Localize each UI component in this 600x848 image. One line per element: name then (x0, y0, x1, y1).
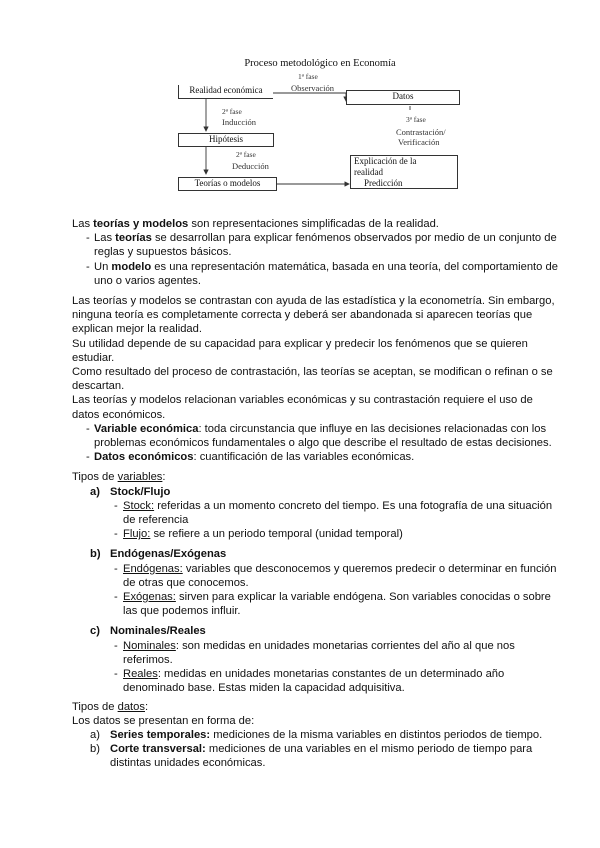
datos-heading: Tipos de datos: (72, 700, 149, 713)
list-item: a) Series temporales: mediciones de la misma variables en distintos periodos de tiempo. (90, 728, 543, 741)
label-fase1: 1ª fase (298, 72, 318, 81)
list-item: - Un modelo es una representación matemática, basada en una teoría, del comportamiento de uno o varios agentes. (86, 260, 558, 287)
paragraph: Las teorías y modelos se contrastan con ayuda de las estadística y la econometría. Sin embargo, ninguna teoría es completamente correcta y deberá ser abandonada si aparecen teorías que explican mejor la realidad. (72, 295, 555, 336)
list-item: - Endógenas: variables que desconocemos y queremos predecir o determinar en función de otras que conocemos. (114, 562, 557, 589)
variables-group-b: b) Endógenas/Exógenas (90, 548, 227, 561)
paragraph: Las teorías y modelos relacionan variables económicas y su contrastación requiere el uso de datos económicos. (72, 394, 533, 421)
methodology-diagram (170, 56, 470, 196)
label-fase2: 2ª fase (222, 107, 242, 116)
intro-line: Las teorías y modelos son representaciones simplificadas de la realidad. (72, 218, 439, 230)
list-item: - Nominales: son medidas en unidades monetarias corrientes del año al que nos referimos. (114, 639, 515, 666)
list-item: - Exógenas: sirven para explicar la variable endógena. Son variables conocidas o sobre las que podemos influir. (114, 591, 551, 618)
box-explicacion (350, 155, 458, 189)
list-item: - Variable económica: toda circunstancia que influye en las decisiones relacionadas con los problemas económicos fundamentales o algo que describe el resultado de estas decisiones. (86, 422, 552, 450)
diagram-title: Proceso metodológico en Economía (244, 58, 396, 69)
label-verificacion: Verificación (398, 137, 440, 147)
list-item: - Datos económicos: cuantificación de las variables económicas. (86, 451, 415, 464)
list-item: - Stock: referidas a un momento concreto del tiempo. Es una fotografía de una situación de referencia (114, 499, 553, 527)
list-item: - Las teorías se desarrollan para explicar fenómenos observados por medio de un conjunto de reglas y supuestos básicos. (86, 232, 557, 259)
list-item: - Reales: medidas en unidades monetarias constantes de un determinado año denominado base. Estas miden la capacidad adquisitiva. (114, 668, 505, 695)
box-hipotesis: Hipótesis (178, 133, 274, 147)
list-item: b) Corte transversal: mediciones de una variables en el mismo periodo de tiempo para distintas unidades económicas. (90, 743, 533, 770)
paragraph: Como resultado del proceso de contrastación, las teorías se aceptan, se modifican o refinan o se descartan. (72, 366, 553, 393)
document-body (72, 217, 562, 771)
paragraph: Su utilidad depende de su capacidad para explicar y predecir los fenómenos que se quieren estudiar. (72, 337, 528, 364)
explicacion-line-2: realidad (354, 167, 383, 177)
label-fase2b: 2ª fase (236, 150, 256, 159)
list-item: - Flujo: se refiere a un periodo temporal (unidad temporal) (114, 528, 403, 541)
label-deduccion: Deducción (232, 161, 269, 171)
explicacion-line-1: Explicación de la (354, 156, 417, 166)
box-datos: Datos (346, 90, 460, 105)
box-teorias: Teorías o modelos (178, 177, 277, 191)
variables-group-a: a) Stock/Flujo (90, 485, 171, 498)
variables-heading: Tipos de variables: (72, 471, 166, 484)
label-fase3: 3ª fase (406, 115, 426, 124)
explicacion-line-3: Predicción (364, 178, 403, 188)
datos-intro: Los datos se presentan en forma de: (72, 714, 255, 727)
label-observacion: Observación (291, 83, 334, 93)
variables-group-c: c) Nominales/Reales (90, 625, 206, 638)
label-contrastacion: Contrastación/ (396, 127, 446, 137)
box-realidad: Realidad económica (178, 85, 273, 99)
label-induccion: Inducción (222, 117, 256, 127)
